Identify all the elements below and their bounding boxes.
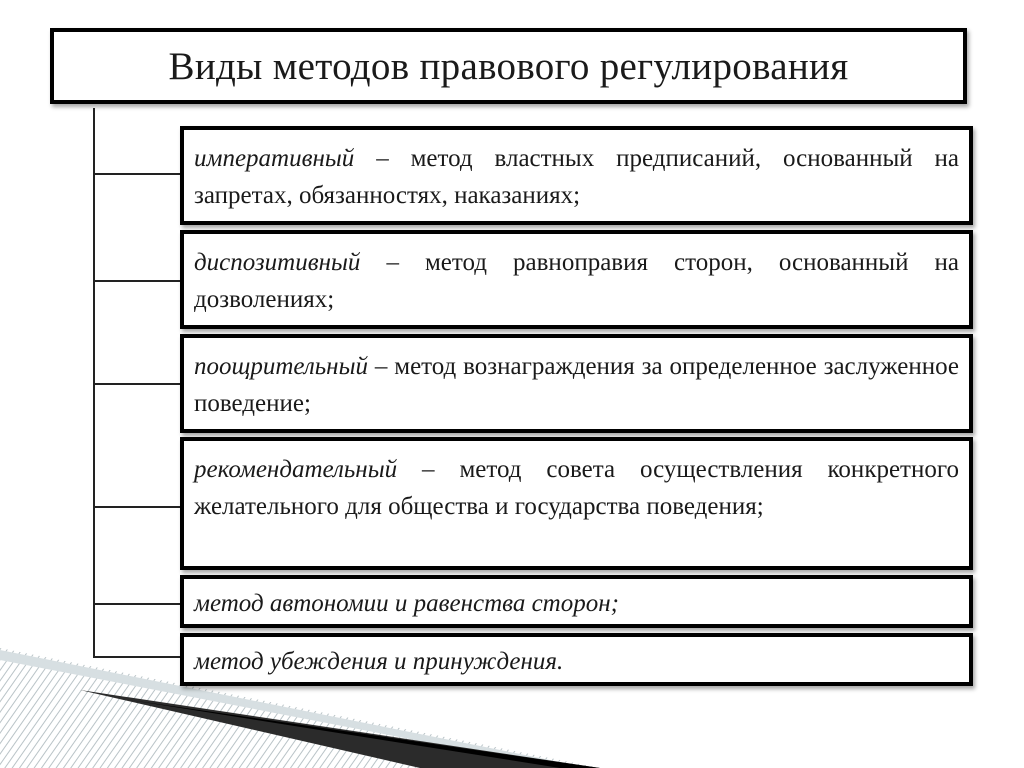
method-term: метод убеждения и принуждения. — [194, 648, 564, 675]
method-description: – метод вознаграждения за определенное заслуженное поведение; — [194, 353, 959, 417]
title-box — [50, 28, 967, 104]
method-term: метод автономии и равенства сторон; — [194, 590, 619, 617]
connector-branch — [93, 603, 181, 605]
method-term: императивный — [194, 145, 355, 172]
connector-branch — [93, 656, 181, 658]
method-persuasion — [180, 633, 973, 686]
method-description: – метод совета осуществления конкретного желательного для общества и государства поведения; — [194, 456, 959, 520]
method-dispositive — [180, 230, 973, 329]
connector-vertical — [93, 108, 95, 656]
method-imperative — [180, 126, 973, 225]
method-term: поощрительный — [194, 353, 369, 380]
method-description: – метод равноправия сторон, основанный на дозволениях; — [194, 249, 959, 313]
connector-branch — [93, 383, 181, 385]
connector-branch — [93, 506, 181, 508]
method-encouraging — [180, 334, 973, 433]
method-autonomy — [180, 575, 973, 628]
page-title: Виды методов правового регулирования — [168, 44, 849, 88]
connector-branch — [93, 173, 181, 175]
method-description: – метод властных предписаний, основанный на запретах, обязанностях, наказаниях; — [194, 145, 959, 209]
connector-branch — [93, 280, 181, 282]
method-term: диспозитивный — [194, 249, 361, 276]
method-recommendatory — [180, 437, 973, 570]
method-term: рекомендательный — [194, 456, 398, 483]
